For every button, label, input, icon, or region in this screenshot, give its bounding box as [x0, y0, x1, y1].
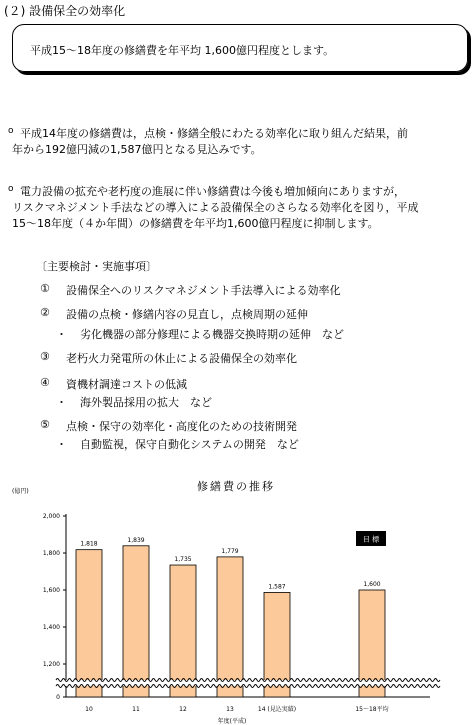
measure-text: 設備の点検・修繕内容の見直し，点検周期の延伸	[66, 308, 308, 321]
bullet-2-line-3: 15～18年度（４か年間）の修繕費を年平均1,600億円程度に抑制します。	[12, 217, 379, 230]
measure-text: 資機材調達コストの低減	[66, 378, 187, 391]
measure-number: ①	[40, 282, 50, 295]
x-tick-label: 11	[132, 706, 140, 713]
measure-sub-text: 自動監視，保守自動化システムの開発 など	[80, 438, 299, 451]
bullet-marker: o	[8, 184, 14, 194]
bar	[170, 565, 196, 697]
bullet-2-line-1: 電力設備の拡充や老朽度の進展に伴い修繕費は今後も増加傾向にありますが，	[20, 185, 405, 198]
data-label: 1,600	[363, 581, 381, 588]
bullet-1-line-2: 年から192億円減の1,587億円となる見込みです。	[12, 143, 262, 156]
x-tick-label: 15～18平均	[355, 706, 389, 713]
data-label: 1,818	[80, 540, 98, 548]
x-tick-label: 10	[85, 706, 93, 713]
repair-cost-chart	[0, 480, 472, 725]
y-tick-label: 1,600	[42, 587, 60, 594]
data-label: 1,735	[174, 556, 192, 564]
measure-sub-text: 劣化機器の部分修理による機器交換時期の延伸 など	[80, 328, 344, 341]
section-heading: (２) 設備保全の効率化	[4, 4, 126, 18]
measure-sub-text: 海外製品採用の拡大 など	[80, 396, 212, 409]
measure-text: 老朽火力発電所の休止による設備保全の効率化	[66, 352, 297, 365]
target-badge-label: 目 標	[362, 535, 380, 544]
data-label: 1,839	[127, 536, 145, 544]
x-tick-label: 14 (見込実績)	[257, 706, 297, 713]
bar	[76, 550, 102, 697]
measure-number: ②	[40, 306, 50, 319]
data-label: 1,779	[221, 547, 239, 555]
bullet-2-line-2: リスクマネジメント手法などの導入による設備保全のさらなる効率化を図り，平成	[12, 201, 419, 214]
measure-text: 点検・保守の効率化・高度化のための技術開発	[66, 420, 297, 433]
measure-text: 設備保全へのリスクマネジメント手法導入による効率化	[66, 284, 341, 297]
measure-sub-marker: ・	[56, 328, 67, 341]
y-axis-label: (億円)	[12, 488, 29, 495]
data-label: 1,587	[268, 583, 286, 591]
measure-number: ③	[40, 350, 50, 363]
bullet-marker: o	[8, 126, 14, 136]
y-tick-label: 1,800	[42, 550, 60, 557]
target-box-text: 平成15～18年度の修繕費を年平均 1,600億円程度とします。	[30, 44, 335, 57]
x-tick-label: 12	[179, 706, 187, 713]
measure-sub-marker: ・	[56, 438, 67, 451]
y-tick-label: 1,400	[42, 624, 60, 631]
measure-number: ④	[40, 376, 50, 389]
chart-title: 修繕費の推移	[197, 480, 275, 493]
measure-sub-marker: ・	[56, 396, 67, 409]
y-tick-label: 1,200	[42, 661, 60, 668]
x-tick-label: 13	[226, 706, 234, 713]
bar	[123, 546, 149, 697]
y-tick-label: 0	[56, 694, 60, 701]
bullet-1-line-1: 平成14年度の修繕費は，点検・修繕全般にわたる効率化に取り組んだ結果，前	[20, 127, 408, 140]
bar	[217, 557, 243, 697]
y-tick-label: 2,000	[42, 513, 60, 520]
measures-title: 〔主要検討・実施事項〕	[36, 260, 157, 273]
measure-number: ⑤	[40, 418, 50, 431]
x-axis-label: 年度(平成)	[217, 718, 247, 725]
